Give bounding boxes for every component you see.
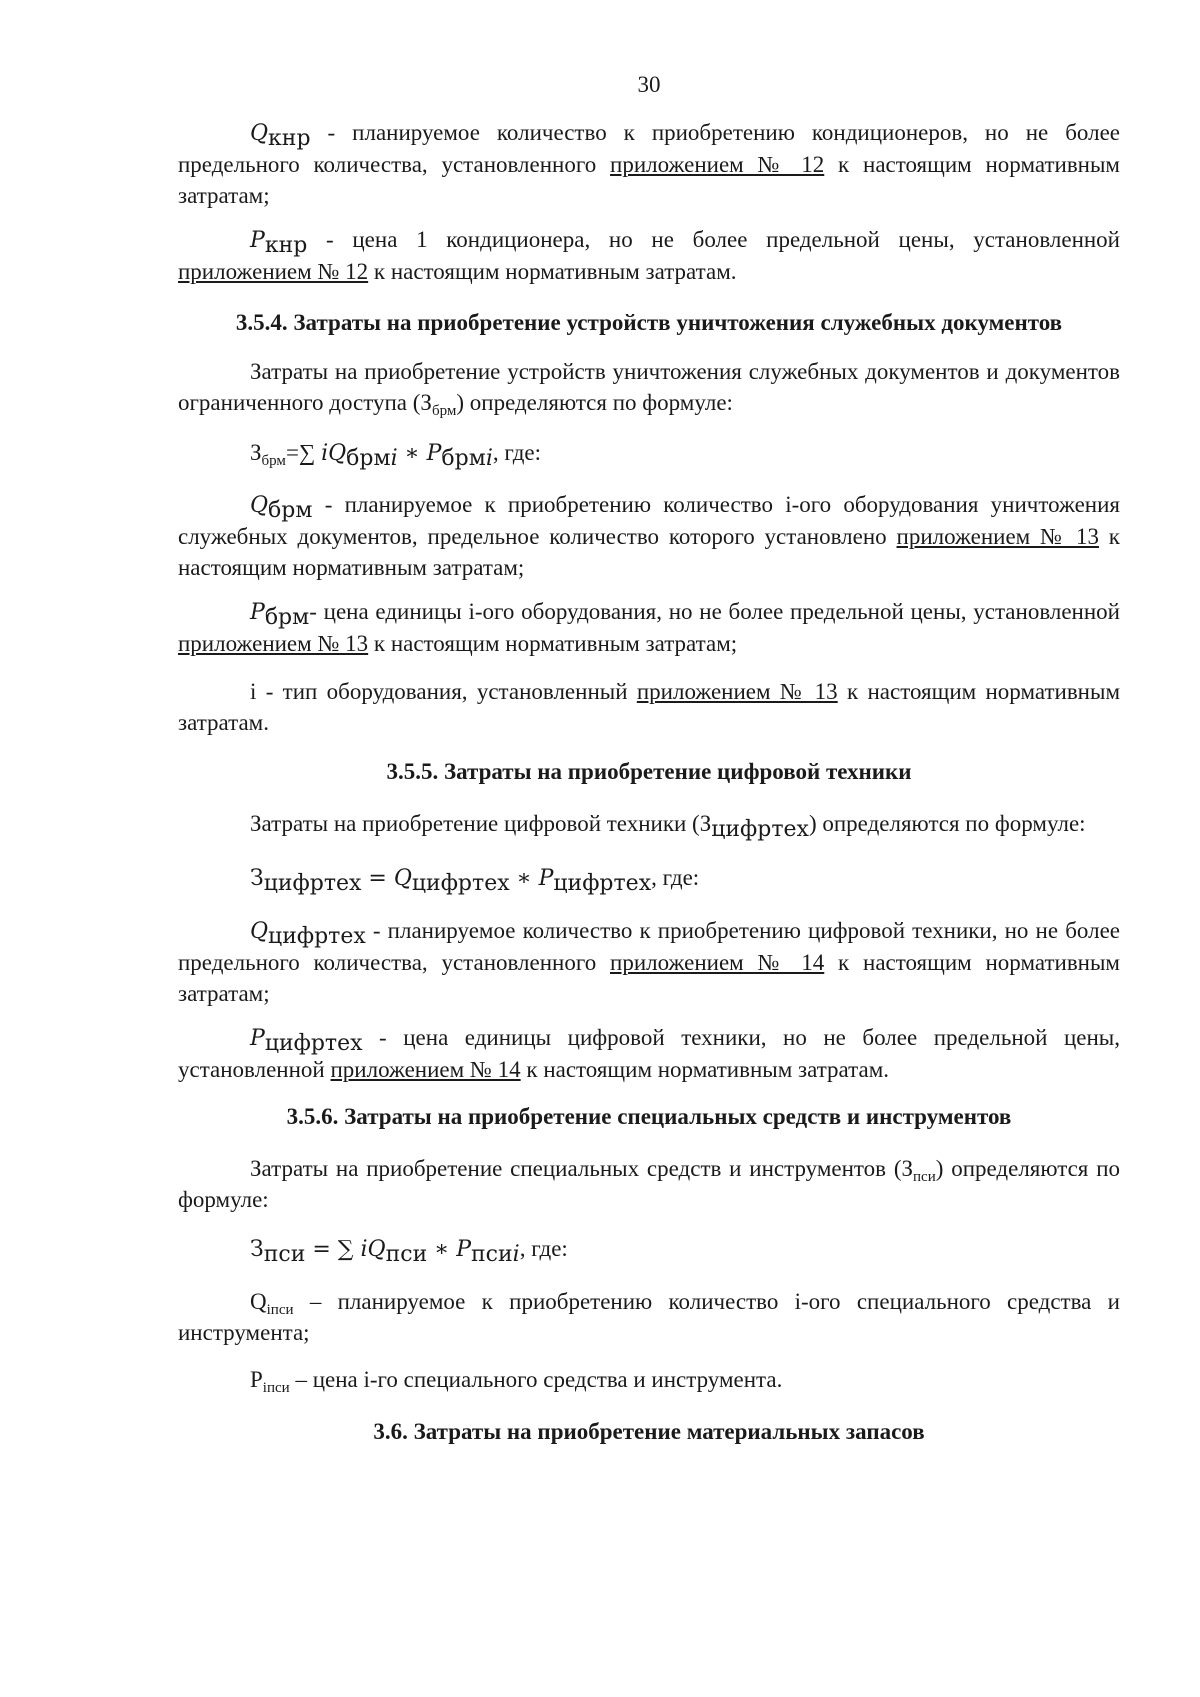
symbol-q: Q (250, 1289, 267, 1314)
appendix-13-link[interactable]: приложением № 13 (636, 679, 838, 704)
section-heading: 3.6. Затраты на приобретение материальных запасов (373, 1419, 925, 1444)
appendix-14-link[interactable]: приложением № 14 (330, 1057, 521, 1082)
page-number: 30 (637, 72, 661, 97)
paragraph-psi-intro: Затраты на приобретение специальных средств и инструментов $(З_{пси})$ определяются по формуле: (178, 1156, 1120, 1212)
paragraph-tsifrtekh-intro: Затраты на приобретение цифровой техники $(З_{цифртех})$ определяются по формуле: (250, 811, 1086, 842)
formula-brm: $З_{брм}=\sum$ $iQ_{брмi}$ ∗ $P_{брмi}$, где: (250, 440, 542, 471)
math-symbol: P (250, 228, 265, 253)
math-symbol: Q (250, 493, 269, 518)
section-heading: 3.5.4. Затраты на приобретение устройств уничтожения служебных документов (235, 310, 1063, 335)
math-symbol: Q (250, 919, 269, 944)
paragraph-brm-intro: Затраты на приобретение устройств уничтожения служебных документов и документов ограниченного доступа $(З_{брм})$ определяются по формуле: (178, 359, 1120, 419)
appendix-12-link[interactable]: приложением № 12 (610, 152, 825, 177)
paragraph-q-ipsi: $Q_{iпси}$ – планируемое к приобретению количество i-ого специального средства и инструмента; (178, 1289, 1120, 1345)
paragraph-p-tsifrtekh: $P_{цифртех}$ - цена единицы цифровой техники, но не более предельной цены, установленной приложением № 14 к настоящим нормативным затратам. (178, 1025, 1120, 1082)
math-symbol: P (250, 1026, 265, 1051)
paragraph-q-brm: $Q_{брм}$ - планируемое к приобретению количество i-ого оборудования уничтожения служебных документов, предельное количество которого установлено приложением № 13 к настоящим нормативным затратам; (178, 492, 1120, 580)
paragraph-p-ipsi: $P_{iпси}$ – цена i-го специального средства и инструмента. (250, 1367, 783, 1396)
appendix-14-link[interactable]: приложением № 14 (610, 950, 825, 975)
formula-tsifrtekh: $З_{цифртех} = Q_{цифртех}$ ∗ $P_{цифртех}$, где: (250, 865, 700, 896)
heading-3-5-4 (178, 307, 1120, 338)
math-symbol: Q (250, 121, 269, 146)
paragraph-i-type: i - тип оборудования, установленный приложением № 13 к настоящим нормативным затратам. (178, 679, 1120, 735)
appendix-13-link[interactable]: приложением № 13 (896, 524, 1099, 549)
heading-3-5-5 (178, 756, 1120, 787)
appendix-12-link[interactable]: приложением № 12 (178, 259, 369, 284)
paragraph-q-tsifrtekh: $Q_{цифртех}$ - планируемое количество к приобретению цифровой техники, но не более предельного количества, установленного приложением № 14 к настоящим нормативным затратам; (178, 918, 1120, 1006)
paragraph-p-knr: $P_{кнр}$ - цена 1 кондиционера, но не более предельной цены, установленной приложением № 12 к настоящим нормативным затратам. (178, 227, 1120, 284)
paragraph-p-brm: $P_{брм}-$ цена единицы i-ого оборудования, но не более предельной цены, установленной приложением № 13 к настоящим нормативным затратам; (178, 599, 1120, 656)
section-heading: 3.5.6. Затраты на приобретение специальных средств и инструментов (286, 1104, 1012, 1129)
symbol-p: P (250, 1367, 263, 1392)
appendix-13-link[interactable]: приложением № 13 (178, 631, 369, 656)
math-symbol: P (250, 600, 265, 625)
paragraph-q-knr: $Q_{кнр}$ - планируемое количество к приобретению кондиционеров, но не более предельного количества, установленного приложением № 12 к настоящим нормативным затратам; (178, 120, 1120, 208)
section-heading: 3.5.5. Затраты на приобретение цифровой техники (386, 759, 912, 784)
heading-3-5-6 (178, 1101, 1120, 1132)
heading-3-6 (178, 1416, 1120, 1447)
formula-psi: $З_{пси}$ = ∑ $iQ_{пси}$ ∗ $P_{псиi}$, где: (250, 1236, 568, 1267)
